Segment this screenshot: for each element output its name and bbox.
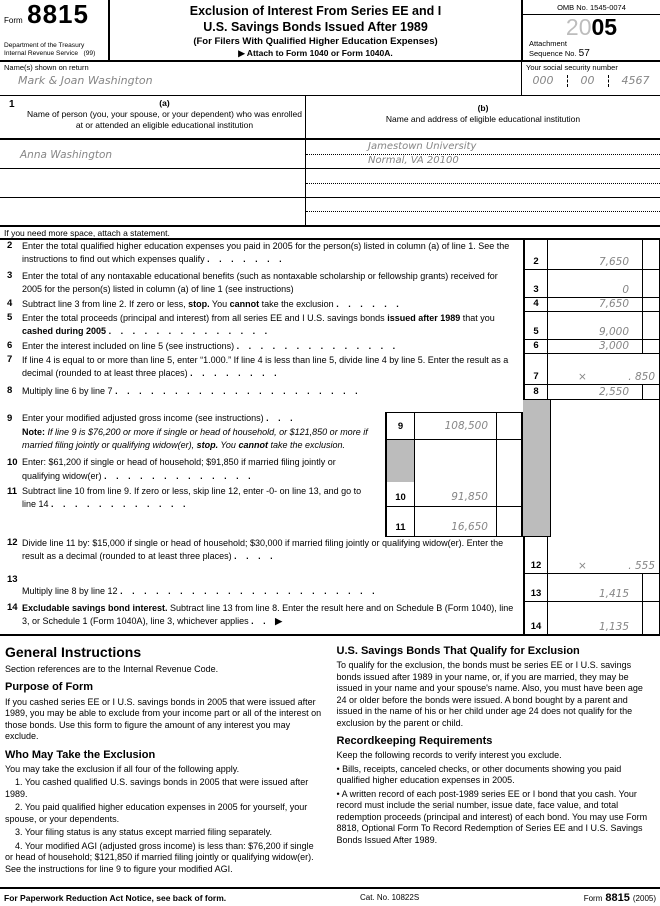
- general-instructions-heading: General Instructions: [5, 644, 142, 660]
- name-label: Name(s) shown on return: [4, 63, 89, 72]
- recordkeeping-heading: Recordkeeping Requirements: [336, 735, 493, 748]
- line-5-entry: [523, 312, 660, 340]
- sequence-number: 57: [578, 48, 590, 60]
- line-2-entry: [523, 240, 660, 270]
- line1-table: [0, 96, 660, 227]
- who-may-take-intro: You may take the exclusion if all four of the following apply.: [5, 763, 240, 774]
- line-13-row: [0, 574, 660, 602]
- line-10-text-row: [0, 456, 379, 482]
- col-a-text: Name of person (you, your spouse, or your dependent) who was enrolled at or attended an eligible educational institution: [27, 109, 302, 131]
- line-12-text: Divide line 11 by: $15,000 if single or head of household; $30,000 if married filing jointly or qualifying widow(er). Enter the result as a decimal (rounded to at least three places) . . . .: [22, 538, 504, 562]
- line-10-box-number-col: 10: [387, 440, 415, 506]
- dot-leader: . . . . . . . . . . . . . .: [108, 326, 269, 337]
- ssn-separator: [567, 75, 568, 87]
- list-item: 2. You paid qualified higher education expenses in 2005 for yourself, your spouse, or your dependents.: [5, 802, 308, 824]
- agency-line1: Department of the Treasury: [4, 42, 85, 50]
- line-8-amount-field[interactable]: 2,550: [598, 386, 629, 398]
- tax-year-prefix: 20: [565, 14, 592, 40]
- table-row: [0, 169, 660, 198]
- line-6-text: Enter the interest included on line 5 (see instructions) . . . . . . . . . . . . . .: [22, 341, 397, 351]
- line-4-entry: [523, 298, 660, 312]
- form-title-line2: U.S. Savings Bonds Issued After 1989: [203, 19, 428, 34]
- line-12-entry: [523, 537, 660, 574]
- line-12-row: [0, 537, 660, 574]
- shaded-column: [523, 400, 551, 537]
- person-name-field[interactable]: [0, 198, 305, 225]
- recordkeeping-intro: Keep the following records to verify interest you exclude.: [336, 750, 562, 761]
- line-10-text: Enter: $61,200 if single or head of household; $91,850 if married filing jointly or qualifying widow(er) . . . . . . . . . . . . .: [22, 457, 336, 481]
- institution-address-field[interactable]: [306, 184, 660, 198]
- line-14-row: [0, 602, 660, 634]
- form-title-line1: Exclusion of Interest From Series EE and I: [189, 4, 442, 18]
- line-10-cents-field[interactable]: [496, 440, 521, 506]
- dot-leader: . . . . . . .: [207, 254, 283, 265]
- institution-name-field[interactable]: [306, 198, 660, 212]
- line-6-entry: [523, 340, 660, 354]
- line-11-box-number-col: 11: [387, 507, 415, 536]
- line-6-row: [0, 340, 660, 354]
- line-14-cents-field[interactable]: [642, 602, 659, 634]
- catalog-number: Cat. No. 10822S: [360, 893, 420, 902]
- person-name-field[interactable]: [0, 169, 305, 197]
- agency-code: (99): [83, 50, 96, 58]
- agency-block: [4, 42, 95, 58]
- line-8-text: Multiply line 6 by line 7 . . . . . . . . . . . . . . . . . . . . .: [22, 386, 359, 396]
- form-title-block: [110, 0, 521, 60]
- line-8-number: 8: [7, 385, 13, 396]
- line-4-cents-field[interactable]: [642, 298, 659, 311]
- dot-leader: . . . . . . . . . . . . . .: [236, 341, 397, 351]
- ssn-cell: [521, 62, 660, 95]
- line-items-section: [0, 240, 660, 636]
- omb-number: OMB No. 1545-0074: [523, 0, 660, 15]
- col-a-letter: (a): [159, 98, 170, 108]
- name-cell: [0, 62, 521, 95]
- paperwork-notice: For Paperwork Reduction Act Notice, see back of form.: [4, 892, 227, 903]
- dot-leader: . . . . . . . . . . . . . . . . . . . . .: [115, 386, 359, 396]
- line-11-number: 11: [7, 485, 18, 497]
- line-13-entry: [523, 574, 660, 602]
- line-9-amount-field[interactable]: 108,500: [444, 420, 488, 432]
- line1-col-a-header: [24, 97, 305, 138]
- bullet-item: • Bills, receipts, canceled checks, or other documents showing you paid qualified higher education expenses in 2005.: [336, 763, 622, 786]
- line-13-box-number: 13: [523, 574, 548, 601]
- omb-year-block: [521, 0, 660, 60]
- line-5-text: Enter the total proceeds (principal and interest) from all series EE and I U.S. savings bonds issued after 1989 that you cashed during 2005 . . . . . . . . . . . . . .: [22, 313, 495, 337]
- line-12-decimal-field[interactable]: × . 555: [578, 560, 655, 572]
- ssn-field[interactable]: [526, 74, 656, 87]
- lines-9-11-block: [0, 400, 660, 537]
- dot-leader: . . . . . . . . . . . .: [51, 498, 187, 509]
- line-13-number: 13: [7, 574, 18, 585]
- line-3-box-number: 3: [523, 270, 548, 297]
- more-space-note: If you need more space, attach a statement.: [0, 227, 660, 240]
- purpose-heading: Purpose of Form: [5, 681, 94, 694]
- line-9-box-number-col: 9: [387, 413, 415, 439]
- line-2-cents-field[interactable]: [642, 240, 659, 269]
- line-7-row: [0, 354, 660, 385]
- line-9-text: Enter your modified adjusted gross income (see instructions) . . .: [22, 413, 294, 423]
- line-10-amount-field[interactable]: 91,850: [451, 491, 488, 503]
- section-references: Section references are to the Internal Revenue Code.: [5, 663, 219, 674]
- line-9-text-row: [0, 412, 379, 425]
- ssn-separator: [608, 75, 609, 87]
- institution-cell: [305, 169, 660, 197]
- line-4-number: 4: [7, 298, 13, 309]
- line-8-row: [0, 385, 660, 400]
- line-3-row: [0, 270, 660, 298]
- line-7-box-number: 7: [523, 354, 548, 384]
- line-4-box-number: 4: [523, 298, 548, 311]
- dot-leader: . . . . . .: [336, 299, 400, 309]
- line-5-row: [0, 312, 660, 340]
- ssn-part-1[interactable]: 000: [532, 74, 554, 87]
- who-may-take-heading: Who May Take the Exclusion: [5, 748, 156, 761]
- line1-header-left: [0, 96, 305, 138]
- lines-9-11-text: [0, 400, 385, 537]
- dot-leader: . . . .: [234, 551, 274, 562]
- line-5-amount-field[interactable]: 9,000: [598, 326, 629, 338]
- line-12-number: 12: [7, 537, 18, 548]
- line-5-cents-field[interactable]: [642, 312, 659, 339]
- line-2-row: [0, 240, 660, 270]
- line1-col-b-header: [305, 96, 660, 138]
- line-14-text: Excludable savings bond interest. Subtract line 13 from line 8. Enter the result here and on Schedule B (Form 1040), line 3, or Schedule 1 (Form 1040A), line 3, whichever applies . . ▶: [22, 603, 514, 627]
- line-6-number: 6: [7, 340, 13, 351]
- line-4-amount-field[interactable]: 7,650: [598, 298, 629, 310]
- line1-number: 1: [9, 99, 15, 110]
- dot-leader: . . . . . . . .: [190, 368, 278, 379]
- line-2-number: 2: [7, 240, 13, 251]
- empty-right-area: [551, 400, 660, 537]
- purpose-text: If you cashed series EE or I U.S. savings bonds in 2005 that were issued after 1989, you may be able to exclude from your income part or all of the interest on those bonds. Use this form to figure the amount of any interest you may exclude.: [5, 696, 322, 742]
- line-13-cents-field[interactable]: [642, 574, 659, 601]
- line-5-box-number: 5: [523, 312, 548, 339]
- form-word-label: Form: [4, 16, 23, 25]
- tax-year-suffix: 05: [591, 14, 618, 40]
- form-number: 8815: [27, 0, 89, 29]
- line-7-number: 7: [7, 354, 13, 365]
- lines-9-11-entry-table: [385, 412, 523, 537]
- agency-line2: Internal Revenue Service (99): [4, 50, 96, 58]
- institution-cell: [305, 198, 660, 225]
- ssn-label: Your social security number: [526, 63, 618, 72]
- instructions-section: [0, 636, 660, 877]
- col-b-text: Name and address of eligible educational institution: [385, 114, 581, 125]
- instructions-right-column: [337, 643, 655, 877]
- line-2-amount-field[interactable]: 7,650: [598, 256, 629, 268]
- institution-name-field[interactable]: [306, 169, 660, 184]
- attach-note: ▶ Attach to Form 1040 or Form 1040A.: [238, 48, 393, 59]
- line1-header: [0, 96, 660, 140]
- dot-leader: . . . . . . . . . . . . . . . . . . . . . .: [120, 586, 376, 596]
- bonds-qualify-heading: U.S. Savings Bonds That Qualify for Exclusion: [336, 645, 580, 657]
- line-3-text: Enter the total of any nontaxable educational benefits (such as nontaxable scholarship or fellowship grants) received for 2005 for the person(s) listed in column (a) of line 1 (see instructions): [22, 271, 498, 295]
- line-12-box-number: 12: [523, 537, 548, 573]
- institution-name-field[interactable]: Jamestown University: [306, 140, 660, 155]
- line-14-entry: [523, 602, 660, 634]
- line-7-text: If line 4 is equal to or more than line 5, enter “1.000.” If line 4 is less than line 5, divide line 4 by line 5. Enter the result as a decimal (rounded to at least three places) . . . . . . . .: [22, 355, 509, 379]
- institution-address-field[interactable]: [306, 212, 660, 225]
- line-9-entry: [387, 413, 521, 440]
- list-item: 3. Your filing status is any status except married filing separately.: [15, 827, 272, 838]
- bonds-qualify-text: To qualify for the exclusion, the bonds must be series EE or I U.S. savings bonds issued after 1989 in your name, or, if you are married, they may be issued in your name and your spouse's name. Also, you must have been age 24 or older before the bonds were issued. A bond bought by a parent and issued in the name of his or her child under age 24 does not qualify for the exclusion by the parent or child.: [336, 660, 643, 728]
- footer-form-id: Form 8815 (2005): [583, 891, 656, 904]
- line-11-text-row: [0, 485, 379, 511]
- line-9-number: 9: [7, 413, 13, 424]
- line-14-number: 14: [7, 602, 18, 613]
- form-footer: [0, 887, 660, 906]
- institution-address-field[interactable]: Normal, VA 20100: [368, 154, 459, 166]
- form-subtitle: (For Filers With Qualified Higher Education Expenses): [193, 36, 438, 48]
- line-11-entry: [387, 507, 521, 537]
- table-row: [0, 140, 660, 169]
- line-3-entry: [523, 270, 660, 298]
- line-14-box-number: 14: [523, 602, 548, 634]
- line-8-cents-field[interactable]: [642, 385, 659, 399]
- line-11-amount-field[interactable]: 16,650: [451, 521, 488, 533]
- line-8-box-number: 8: [523, 385, 548, 399]
- sequence-line: Sequence No. 57: [529, 48, 590, 60]
- line-2-box-number: 2: [523, 240, 548, 269]
- line-3-amount-field[interactable]: 0: [622, 284, 629, 296]
- multiply-sign: ×: [578, 560, 587, 572]
- taxpayer-name-field[interactable]: Mark & Joan Washington: [18, 74, 153, 87]
- multiply-sign: ×: [578, 371, 587, 383]
- person-name-field[interactable]: Anna Washington: [20, 149, 113, 161]
- line-5-number: 5: [7, 312, 13, 323]
- line-2-text: Enter the total qualified higher education expenses you paid in 2005 for the person(s) listed in column (a) of line 1. See the instructions to find out which expenses qualify . . . . . . .: [22, 241, 510, 265]
- line-10-number: 10: [7, 457, 18, 469]
- name-ssn-band: [0, 62, 660, 96]
- line-9-cents-field[interactable]: [496, 413, 521, 439]
- footer-form-number: 8815: [605, 891, 630, 904]
- line-4-text: Subtract line 3 from line 2. If zero or less, stop. You cannot take the exclusion . . . . . .: [22, 299, 400, 309]
- line-7-entry: [523, 354, 660, 385]
- line-3-cents-field[interactable]: [642, 270, 659, 297]
- line-10-entry: [387, 440, 521, 507]
- institution-cell: [305, 140, 660, 168]
- line-8-entry: [523, 385, 660, 400]
- ssn-part-2[interactable]: 00: [580, 74, 595, 87]
- line-3-number: 3: [7, 270, 13, 281]
- table-row: [0, 198, 660, 227]
- line-11-text: Subtract line 10 from line 9. If zero or less, skip line 12, enter -0- on line 13, and go to line 14 . . . . . . . . . . . .: [22, 485, 362, 509]
- line-6-box-number: 6: [523, 340, 548, 353]
- line-14-amount-field[interactable]: 1,135: [598, 621, 629, 633]
- list-item: 4. Your modified AGI (adjusted gross income) is less than: $76,200 if single or head of household; $121,850 if married filing jointly or qualifying widow(er). See the instructions for line 9 to figure your modified AGI.: [5, 840, 314, 874]
- dot-leader-arrow: . . ▶: [251, 616, 284, 627]
- form-number-block: [0, 0, 110, 60]
- col-b-letter: (b): [477, 103, 489, 113]
- ssn-part-3[interactable]: 4567: [621, 74, 650, 87]
- form-header: [0, 0, 660, 62]
- line-6-amount-field[interactable]: 3,000: [598, 340, 629, 352]
- line-11-cents-field[interactable]: [496, 507, 521, 536]
- line-13-amount-field[interactable]: 1,415: [598, 588, 629, 600]
- line-6-cents-field[interactable]: [642, 340, 659, 353]
- attachment-label: Attachment: [529, 39, 567, 49]
- instructions-left-column: [5, 643, 323, 877]
- bullet-item: • A written record of each post-1989 series EE or I bond that you cash. Your record must include the serial number, issue date, face value, and total redemption proceeds (principal and interest) of each bond. You may use Form 8818, Optional Form To Record Redemption of Series EE and I U.S. Savings Bonds Issued After 1989.: [336, 788, 648, 845]
- line-9-note: Note: If line 9 is $76,200 or more if single or head of household, or $121,850 or more if married filing jointly or qualifying widow(er), stop. You cannot take the exclusion.: [22, 427, 368, 450]
- line-13-text: Multiply line 8 by line 12 . . . . . . . . . . . . . . . . . . . . . .: [22, 586, 376, 596]
- line-7-decimal-field[interactable]: × . 850: [578, 371, 655, 383]
- tax-year: [523, 15, 660, 39]
- dot-leader: . . . . . . . . . . . . .: [104, 470, 252, 481]
- dot-leader: . . .: [266, 413, 294, 423]
- line-4-row: [0, 298, 660, 312]
- list-item: 1. You cashed qualified U.S. savings bonds in 2005 that were issued after 1989.: [5, 777, 309, 799]
- footer-form-year: (2005): [632, 893, 656, 903]
- attachment-sequence: [523, 39, 660, 60]
- shaded-box: [387, 440, 414, 482]
